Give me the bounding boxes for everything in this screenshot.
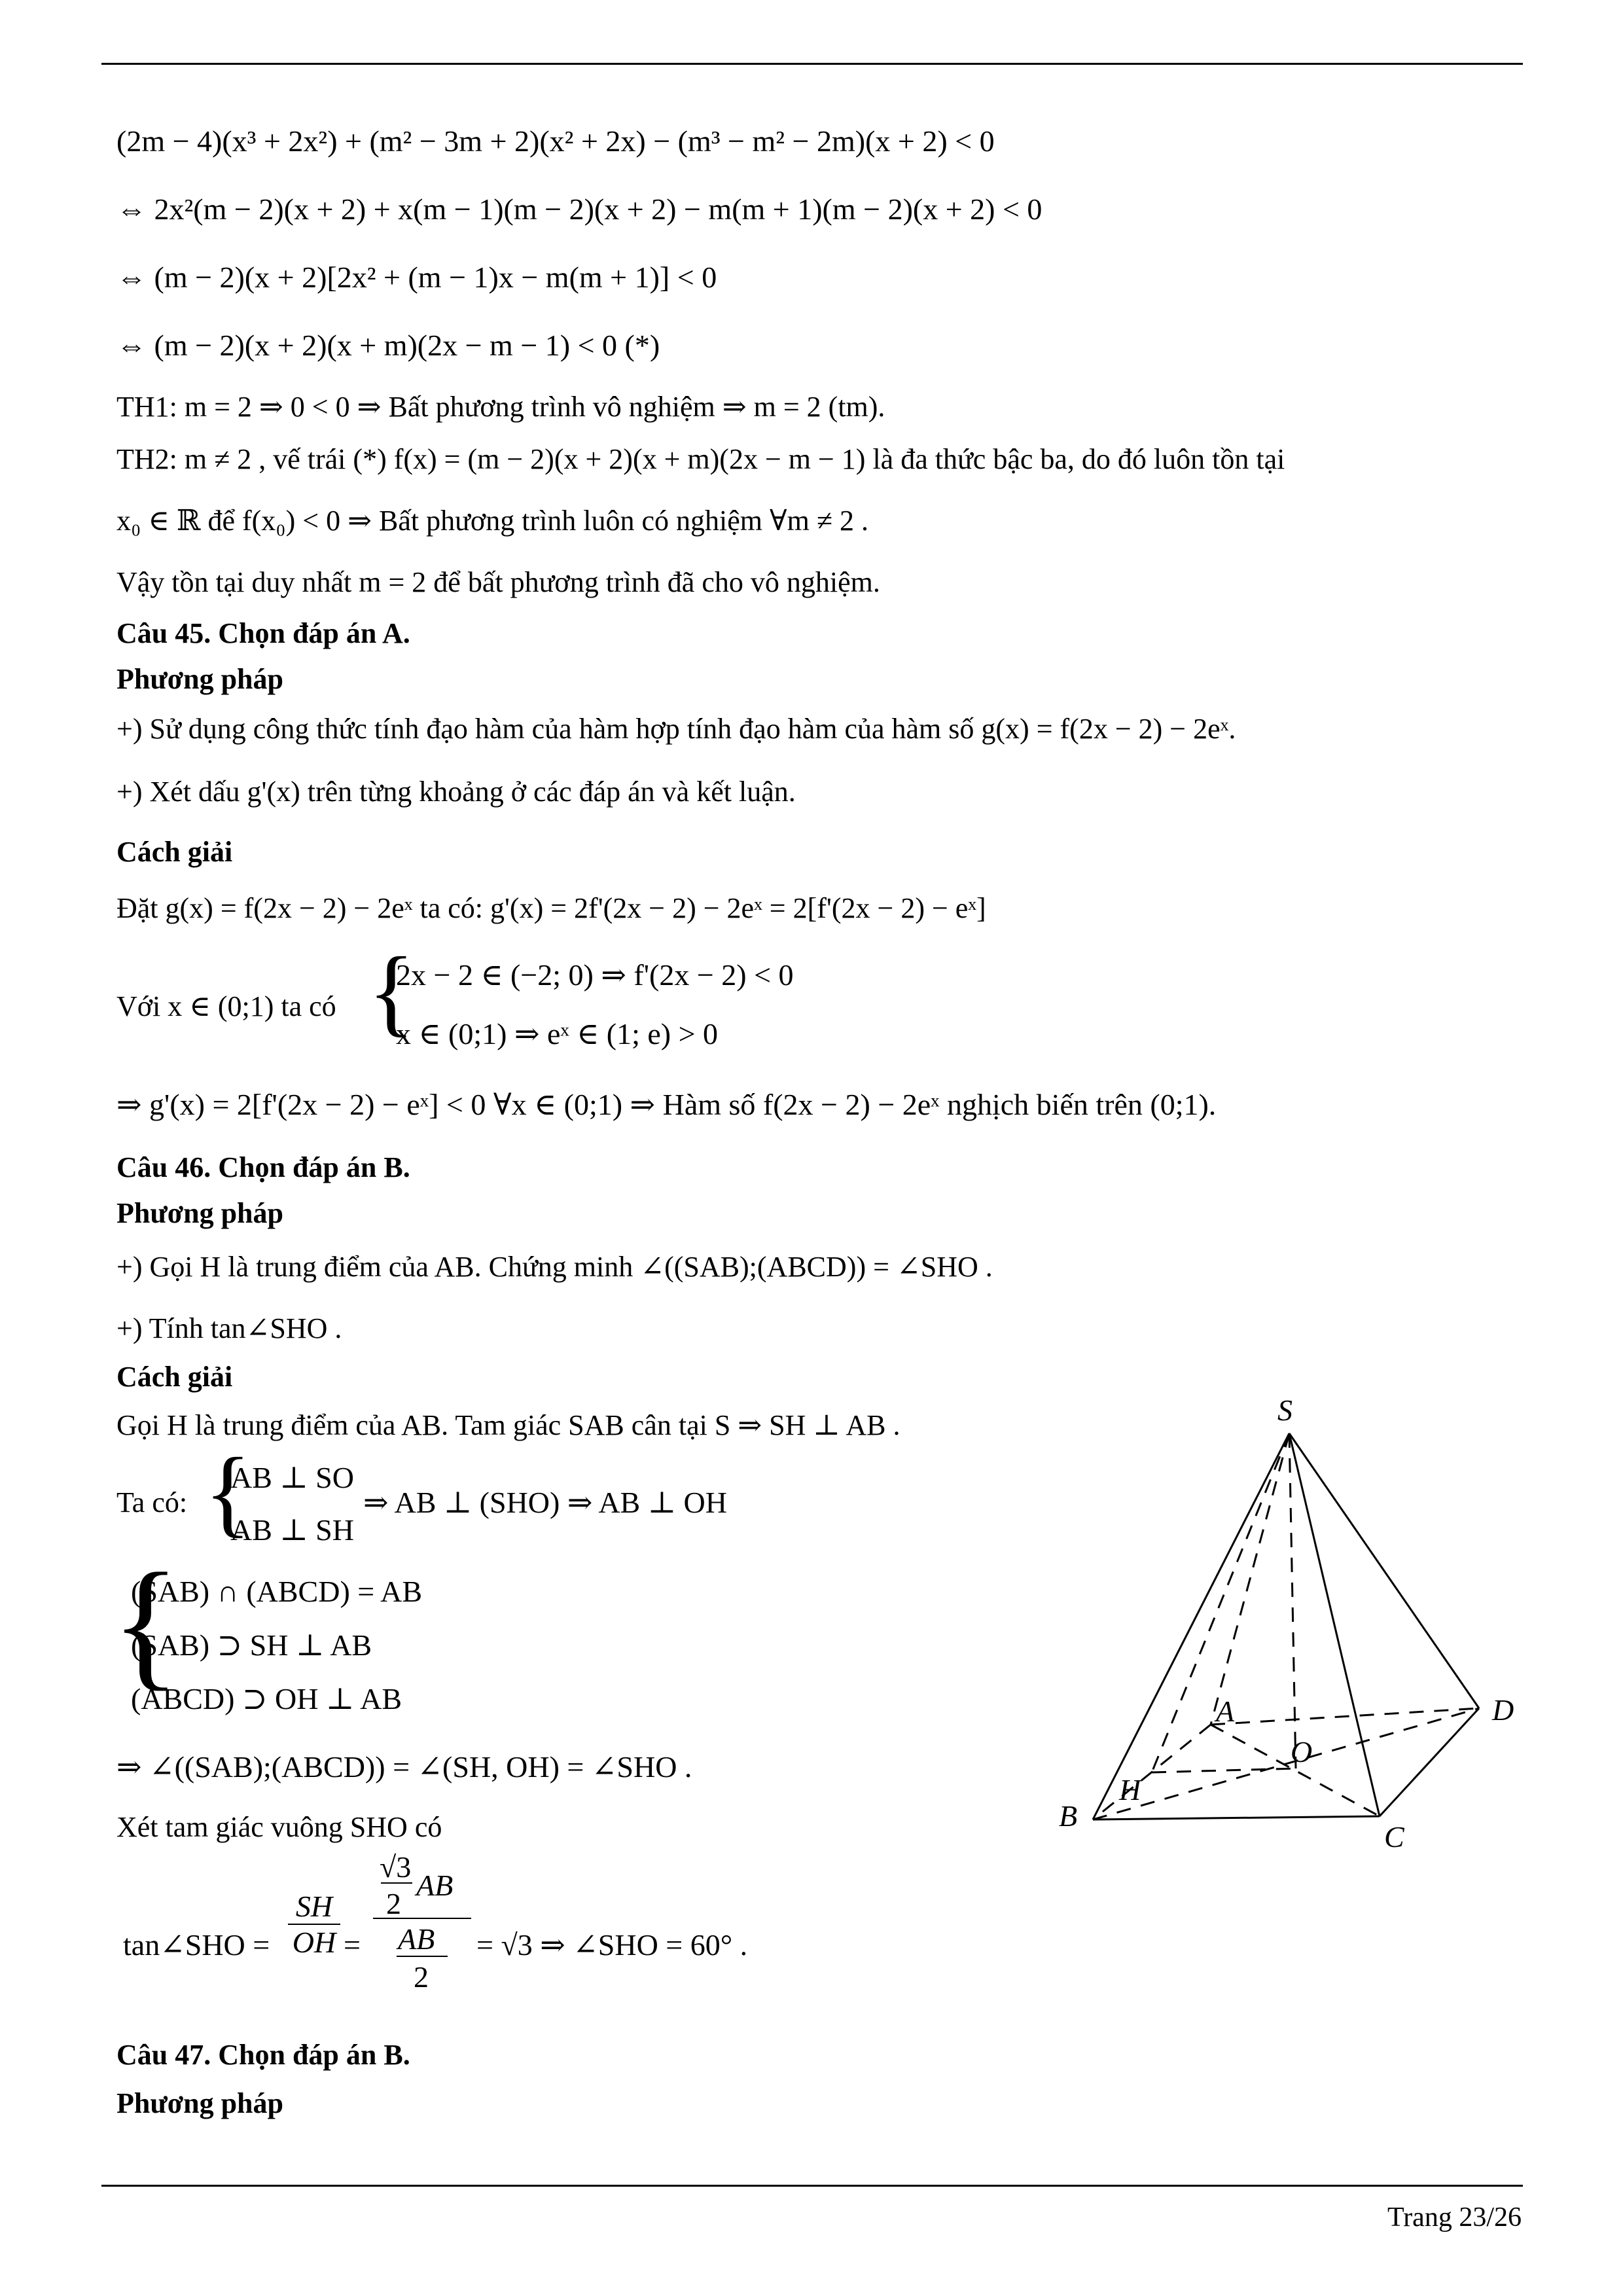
text-line: Xét tam giác vuông SHO có	[116, 1811, 442, 1843]
system-line: (SAB) ⊃ SH ⊥ AB	[131, 1628, 372, 1662]
section-heading: Phương pháp	[116, 663, 283, 695]
equation-line: = √3 ⇒ ∠SHO = 60° .	[476, 1928, 748, 1962]
fraction-sh-oh	[288, 1889, 340, 1960]
system-line: 2x − 2 ∈ (−2; 0) ⇒ f'(2x − 2) < 0	[396, 958, 794, 992]
edge-sa	[1211, 1433, 1289, 1725]
system-brace: {	[368, 937, 415, 1046]
text-line: +) Tính tan∠SHO .	[116, 1312, 342, 1344]
equals-sign: =	[344, 1928, 361, 1962]
numerator-two: 2	[386, 1887, 401, 1920]
equation-line: ⇒ AB ⊥ (SHO) ⇒ AB ⊥ OH	[363, 1486, 727, 1519]
denominator-ab: AB	[398, 1922, 435, 1956]
segment-ho	[1152, 1768, 1296, 1772]
system-line: AB ⊥ SH	[230, 1513, 354, 1547]
denominator-two: 2	[414, 1960, 429, 1994]
compound-numerator	[373, 1850, 471, 1918]
pyramid-figure	[1041, 1381, 1538, 1865]
page-number: Trang 23/26	[1387, 2202, 1522, 2233]
fraction-numerator: SH	[295, 1890, 333, 1923]
text-line: Vậy tồn tại duy nhất m = 2 để bất phương trình đã cho vô nghiệm.	[116, 566, 880, 598]
system-line: (ABCD) ⊃ OH ⊥ AB	[131, 1682, 402, 1715]
edge-bc	[1093, 1816, 1380, 1820]
label-o: O	[1291, 1735, 1313, 1768]
label-c: C	[1384, 1820, 1404, 1854]
section-heading: Phương pháp	[116, 1197, 283, 1229]
equation-line: tan∠SHO =	[123, 1928, 270, 1962]
question-heading: Câu 45. Chọn đáp án A.	[116, 617, 410, 649]
fraction-compound	[373, 1850, 471, 1998]
text-line: Gọi H là trung điểm của AB. Tam giác SAB cân tại S ⇒ SH ⊥ AB .	[116, 1409, 901, 1441]
inner-bar	[381, 1882, 412, 1884]
footer-rule	[101, 2185, 1523, 2187]
height-so	[1289, 1433, 1296, 1768]
edge-ad	[1211, 1708, 1479, 1725]
section-heading: Cách giải	[116, 836, 233, 868]
equation-line: ⇒ ∠((SAB);(ABCD)) = ∠(SH, OH) = ∠SHO .	[116, 1750, 692, 1784]
equation-line: ⇔ (m − 2)(x + 2)(x + m)(2x − m − 1) < 0 (*)	[116, 329, 660, 362]
section-heading: Cách giải	[116, 1361, 233, 1393]
numerator-ab: AB	[416, 1869, 454, 1902]
text-line: Đặt g(x) = f(2x − 2) − 2eˣ ta có: g'(x) = 2f'(2x − 2) − 2eˣ = 2[f'(2x − 2) − eˣ]	[116, 892, 986, 924]
system-line: AB ⊥ SO	[230, 1461, 354, 1494]
compound-denominator	[373, 1919, 471, 1998]
system-line: (SAB) ∩ (ABCD) = AB	[131, 1575, 423, 1608]
text-line: TH2: m ≠ 2 , vế trái (*) f(x) = (m − 2)(x + 2)(x + m)(2x − m − 1) là đa thức bậc ba, do đó luôn tồn tại	[116, 443, 1285, 475]
question-heading: Câu 46. Chọn đáp án B.	[116, 1151, 410, 1183]
label-b: B	[1059, 1799, 1078, 1833]
edge-sd	[1289, 1433, 1479, 1708]
diagonal-bd	[1093, 1708, 1479, 1820]
text-line: x₀ ∈ ℝ để f(x₀) < 0 ⇒ Bất phương trình luôn có nghiệm ∀m ≠ 2 .	[116, 505, 868, 537]
system-line: x ∈ (0;1) ⇒ eˣ ∈ (1; e) > 0	[396, 1017, 719, 1050]
edge-cd	[1380, 1708, 1479, 1816]
text-line: Với x ∈ (0;1) ta có	[116, 990, 336, 1022]
label-a: A	[1216, 1695, 1235, 1728]
equation-line: ⇒ g'(x) = 2[f'(2x − 2) − eˣ] < 0 ∀x ∈ (0;1) ⇒ Hàm số f(2x − 2) − 2eˣ nghịch biến trên (0;1).	[116, 1088, 1217, 1121]
label-h: H	[1119, 1773, 1141, 1806]
text-line: +) Gọi H là trung điểm của AB. Chứng minh ∠((SAB);(ABCD)) = ∠SHO .	[116, 1251, 993, 1283]
fraction-denominator: OH	[292, 1926, 336, 1959]
text-line: +) Sử dụng công thức tính đạo hàm của hàm hợp tính đạo hàm của hàm số g(x) = f(2x − 2) − 2eˣ.	[116, 713, 1236, 745]
sqrt3: √3	[380, 1850, 412, 1884]
equation-line: (2m − 4)(x³ + 2x²) + (m² − 3m + 2)(x² + 2x) − (m³ − m² − 2m)(x + 2) < 0	[116, 124, 995, 158]
equation-line: ⇔ (m − 2)(x + 2)[2x² + (m − 1)x − m(m + 1)] < 0	[116, 260, 717, 294]
header-rule	[101, 63, 1523, 65]
text-line: TH1: m = 2 ⇒ 0 < 0 ⇒ Bất phương trình vô nghiệm ⇒ m = 2 (tm).	[116, 391, 885, 423]
edge-sb	[1093, 1433, 1289, 1820]
section-heading: Phương pháp	[116, 2087, 283, 2119]
question-heading: Câu 47. Chọn đáp án B.	[116, 2039, 410, 2071]
system-brace: {	[111, 1543, 181, 1703]
inner-bar	[397, 1956, 448, 1957]
label-d: D	[1492, 1693, 1514, 1727]
equation-line: ⇔ 2x²(m − 2)(x + 2) + x(m − 1)(m − 2)(x + 2) − m(m + 1)(m − 2)(x + 2) < 0	[116, 192, 1043, 226]
text-line: +) Xét dấu g'(x) trên từng khoảng ở các đáp án và kết luận.	[116, 776, 796, 808]
text-line: Ta có:	[116, 1486, 188, 1518]
system-brace: {	[204, 1438, 251, 1547]
label-s: S	[1277, 1393, 1293, 1427]
